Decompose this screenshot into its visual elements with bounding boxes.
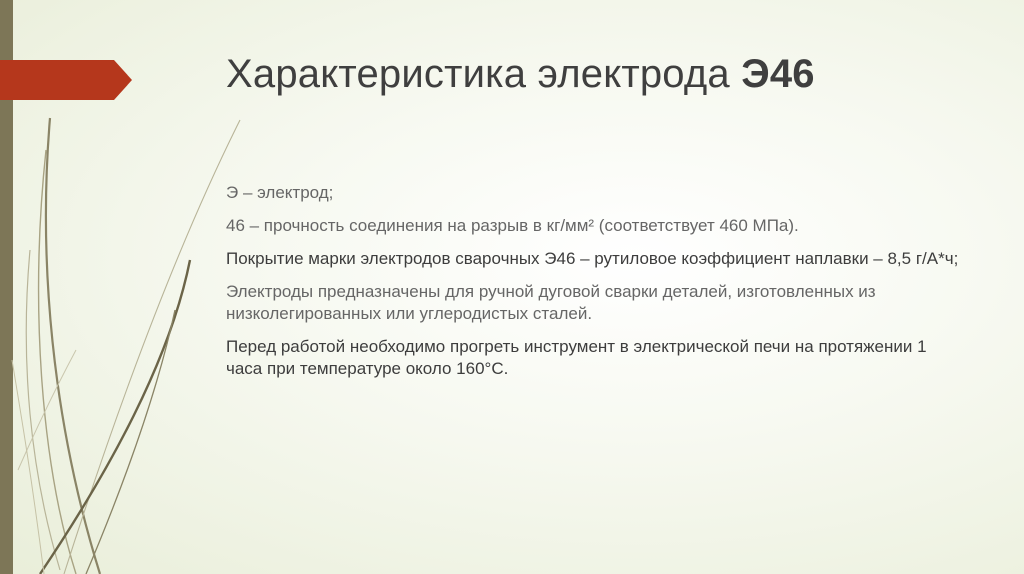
body-paragraph: Электроды предназначены для ручной дуговой сварки деталей, изготовленных из низколегированных или углеродистых сталей. <box>226 282 876 323</box>
slide-body <box>226 182 966 391</box>
title-accent-arrow <box>0 60 132 100</box>
slide-title-main: Характеристика электрода <box>226 52 742 96</box>
body-paragraph: 46 – прочность соединения на разрыв в кг/мм² (соответствует 460 МПа). <box>226 216 799 235</box>
body-paragraph: Э – электрод; <box>226 183 334 202</box>
slide-title <box>226 52 986 97</box>
slide-title-bold: Э46 <box>741 52 815 96</box>
body-paragraph: Перед работой необходимо прогреть инструмент в электрической печи на протяжении 1 часа при температуре около 160°С. <box>226 337 927 378</box>
body-paragraph: Покрытие марки электродов сварочных Э46 – рутиловое коэффициент наплавки – 8,5 г/А*ч; <box>226 249 959 268</box>
